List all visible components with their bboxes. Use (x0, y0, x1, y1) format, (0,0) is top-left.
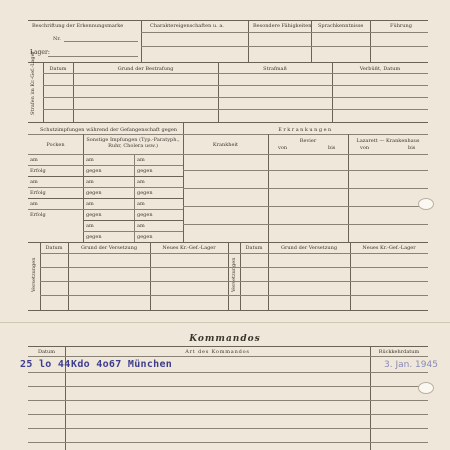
col-revier: Revier (299, 138, 317, 144)
col-grund-versetzung: Grund der Versetzung (280, 245, 338, 251)
stamp-date: 25 lo 44 (20, 359, 71, 370)
stamp-kommando: Kdo 4o67 München (71, 359, 173, 370)
col-lazarett: Lazarett — Krankenhaus (356, 138, 420, 144)
col-datum: Datum (49, 66, 67, 72)
side-label-strafen: Strafen im Kr.-Gef.-Lager (30, 51, 36, 115)
impf-cell: am (86, 223, 94, 229)
rule (28, 209, 183, 210)
impf-cell: am (86, 179, 94, 185)
rule (183, 206, 428, 207)
fold-line (0, 322, 450, 323)
impf-cell: am (30, 157, 38, 163)
rule (40, 267, 428, 268)
rule (40, 295, 428, 296)
rule (28, 346, 428, 347)
impf-cell: Erfolg (30, 168, 46, 174)
label-nr: Nr. (53, 36, 61, 42)
impf-cell: gegen (86, 168, 102, 174)
impf-cell: am (137, 201, 145, 207)
rule (40, 253, 428, 254)
punch-hole (418, 382, 434, 394)
rule (370, 20, 371, 62)
header-erkennungsmarke: Beschriftung der Erkennungsmarke (32, 23, 124, 29)
header-charakter: Charaktereigenschaften u. a. (150, 23, 224, 29)
revier-bis: bis (328, 145, 336, 151)
rule (141, 46, 428, 47)
rule (28, 372, 428, 373)
impf-cell: Erfolg (30, 190, 46, 196)
field-nr-line (64, 41, 138, 42)
rule (28, 414, 428, 415)
col-strafmass: Strafmaß (263, 66, 287, 72)
rule (28, 428, 428, 429)
col-neues-lager: Neues Kr.-Gef.-Lager (362, 245, 416, 251)
rule (83, 220, 183, 221)
impf-cell: gegen (86, 212, 102, 218)
side-label-versetzungen-right: Versetzungen (231, 257, 237, 292)
rule (183, 170, 428, 171)
impf-cell: am (86, 157, 94, 163)
impf-cell: am (86, 201, 94, 207)
punch-hole (418, 198, 434, 210)
lazarett-bis: bis (408, 145, 416, 151)
rule (43, 109, 428, 110)
impf-title: Schutzimpfungen während der Gefangenschaft gegen (40, 127, 178, 133)
rule (43, 85, 428, 86)
col-rueckkehrdatum: Rückkehrdatum (378, 349, 420, 355)
impf-cell: gegen (137, 168, 153, 174)
impf-cell: am (137, 157, 145, 163)
col-verbuesst: Verbüßt, Datum (359, 66, 401, 72)
impf-cell: gegen (86, 234, 102, 240)
col-sonstige-impfungen: Sonstige Impfungen (Typ.-Paratyph., Ruhr, Cholera usw.) (86, 137, 180, 149)
impf-cell: gegen (137, 234, 153, 240)
rule (141, 32, 428, 33)
rule (28, 62, 428, 63)
rule (311, 20, 312, 62)
revier-von: von (278, 145, 288, 151)
rule (28, 356, 428, 357)
rule (40, 281, 428, 282)
rule (43, 97, 428, 98)
impf-cell: am (30, 201, 38, 207)
col-neues-lager: Neues Kr.-Gef.-Lager (162, 245, 216, 251)
kommandos-title: Kommandos (189, 334, 261, 344)
lazarett-von: von (360, 145, 370, 151)
impf-cell: am (30, 179, 38, 185)
rule (28, 198, 183, 199)
rule (183, 188, 428, 189)
header-faehigkeiten: Besondere Fähigkeiten (253, 23, 312, 29)
impf-cell: am (137, 179, 145, 185)
rule (28, 165, 183, 166)
impf-cell: gegen (137, 190, 153, 196)
impf-cell: gegen (137, 212, 153, 218)
rule (28, 176, 183, 177)
rule (28, 442, 428, 443)
header-sprachen: Sprachkenntnisse (318, 23, 364, 29)
field-lager-line (48, 56, 138, 57)
header-fuehrung: Führung (390, 23, 412, 29)
col-grund-versetzung: Grund der Versetzung (80, 245, 138, 251)
rule (28, 400, 428, 401)
label-lager: Lager: (30, 49, 50, 56)
rule (370, 346, 371, 450)
impf-cell: Erfolg (30, 212, 46, 218)
impf-cell: am (137, 223, 145, 229)
side-label-versetzungen-left: Versetzungen (31, 257, 37, 292)
rule (28, 187, 183, 188)
col-grund-bestrafung: Grund der Bestrafung (117, 66, 174, 72)
rule (83, 134, 84, 242)
rule (83, 231, 183, 232)
rule (43, 73, 428, 74)
rule (28, 122, 428, 123)
rule (28, 310, 428, 311)
rule (248, 20, 249, 62)
stamp-return-date: 3. Jan. 1945 (384, 360, 438, 370)
col-datum: Datum (45, 245, 63, 251)
col-art-kommando: Art des Kommandos (185, 349, 250, 355)
col-pocken: Pocken (46, 142, 65, 148)
impf-cell: gegen (86, 190, 102, 196)
rule (28, 386, 428, 387)
rule (183, 224, 428, 225)
rule (28, 20, 428, 21)
col-datum: Datum (245, 245, 263, 251)
rule (141, 20, 142, 62)
rule (28, 154, 428, 155)
erkrankungen-title: Erkrankungen (278, 127, 333, 133)
col-datum: Datum (38, 349, 55, 355)
col-krankheit: Krankheit (212, 142, 239, 148)
rule (28, 134, 428, 135)
